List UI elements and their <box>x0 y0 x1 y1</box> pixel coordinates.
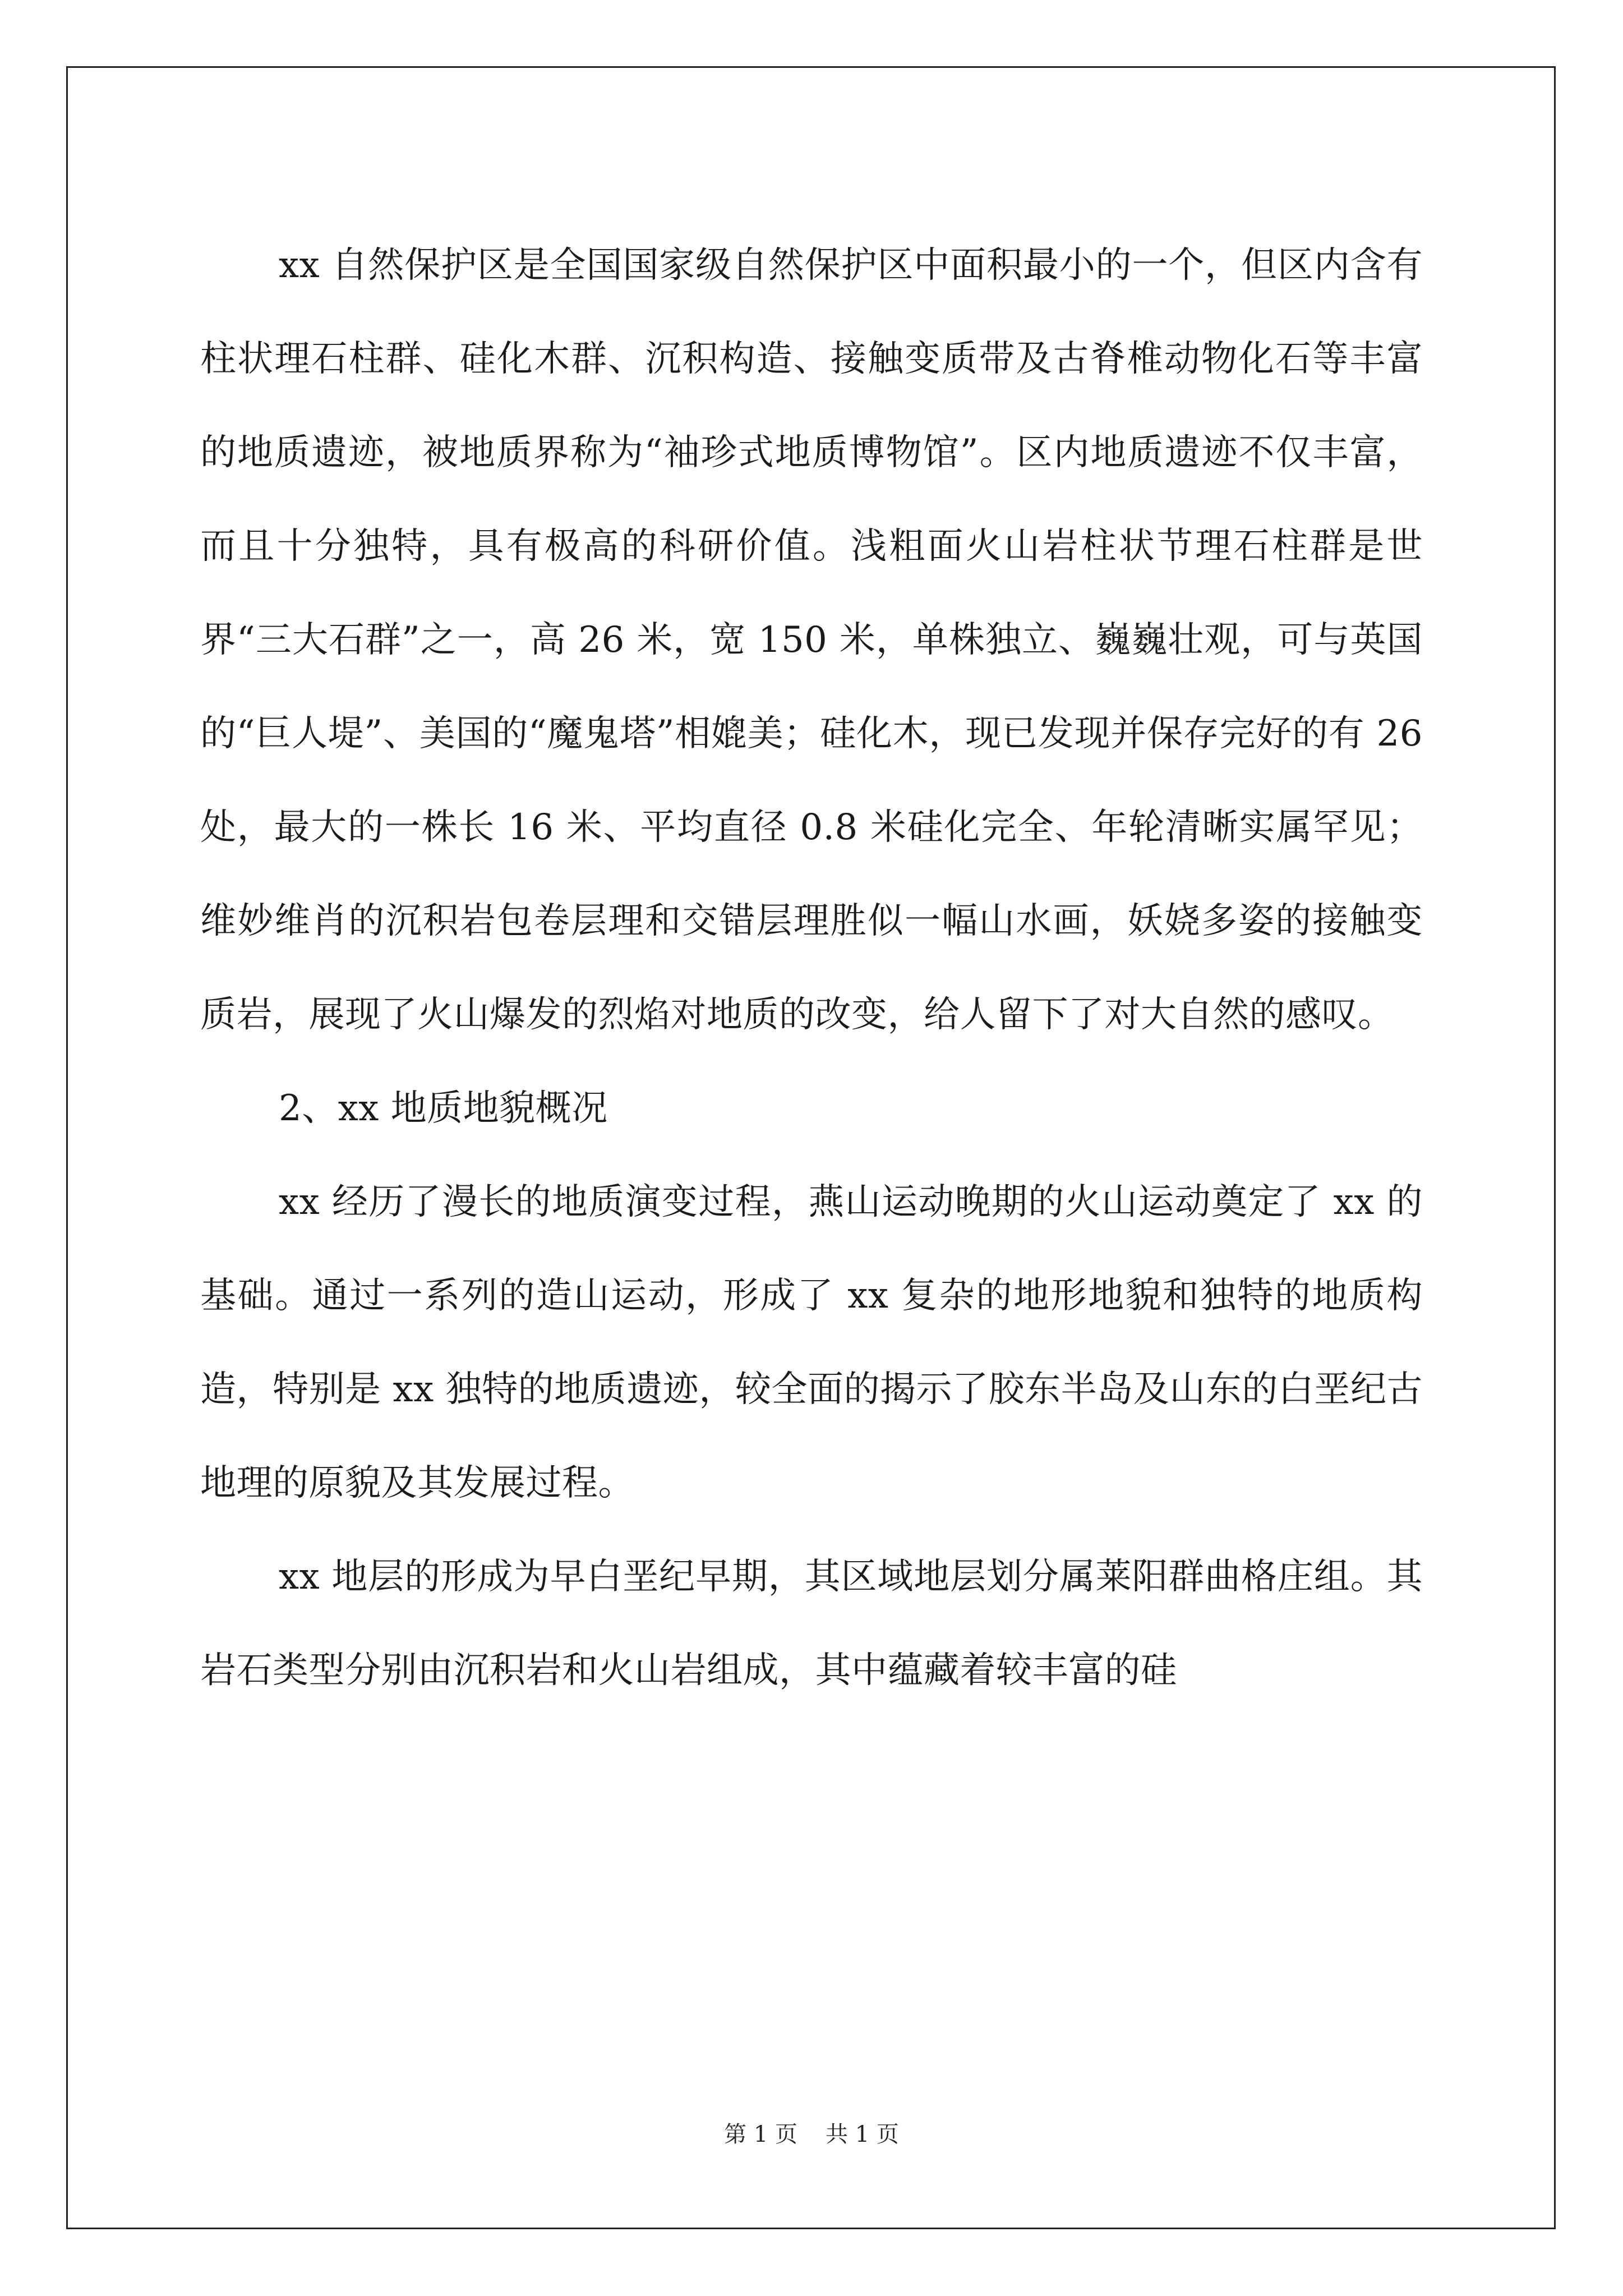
paragraph-geology-overview: xx 经历了漫长的地质演变过程，燕山运动晚期的火山运动奠定了 xx 的基础。通过一系列的造山运动，形成了 xx 复杂的地形地貌和独特的地质构造，特别是 xx 独特的地质遗迹，较全面的揭示了胶东半岛及山东的白垩纪古地理的原貌及其发展过程。 <box>200 1181 1423 1504</box>
page-total: 共 1 页 <box>826 2122 899 2147</box>
page-footer <box>0 2120 1623 2148</box>
paragraph-strata: xx 地层的形成为早白垩纪早期，其区域地层划分属莱阳群曲格庄组。其岩石类型分别由沉积岩和火山岩组成，其中蕴藏着较丰富的硅 <box>200 1556 1423 1691</box>
section-heading: 2、xx 地质地貌概况 <box>279 1088 608 1129</box>
paragraph-intro: xx 自然保护区是全国国家级自然保护区中面积最小的一个，但区内含有柱状理石柱群、硅化木群、沉积构造、接触变质带及古脊椎动物化石等丰富的地质遗迹，被地质界称为“袖珍式地质博物馆”。区内地质遗迹不仅丰富，而且十分独特，具有极高的科研价值。浅粗面火山岩柱状节理石柱群是世界“三大石群”之一，高 26 米，宽 150 米，单株独立、巍巍壮观，可与英国的“巨人堤”、美国的“魔鬼塔”相媲美；硅化木，现已发现并保存完好的有 26 处，最大的一株长 16 米、平均直径 0.8 米硅化完全、年轮清晰实属罕见；维妙维肖的沉积岩包卷层理和交错层理胜似一幅山水画，妖娆多姿的接触变质岩，展现了火山爆发的烈焰对地质的改变，给人留下了对大自然的感叹。 <box>200 245 1423 1036</box>
page-number: 第 1 页 <box>724 2122 797 2147</box>
document-body <box>200 219 1423 1718</box>
